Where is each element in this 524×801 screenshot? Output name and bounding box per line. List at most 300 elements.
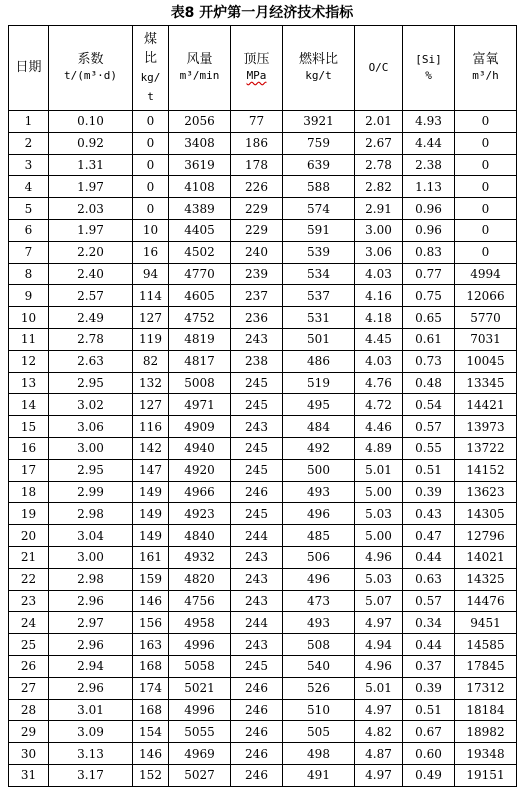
fuel-ratio-cell: 574 [283, 198, 355, 220]
fuel-ratio-cell: 506 [283, 546, 355, 568]
oc-ratio-cell: 5.01 [355, 459, 403, 481]
oxygen-cell: 5770 [455, 307, 517, 329]
top-pressure-cell: 244 [231, 612, 283, 634]
fuel-ratio-cell: 484 [283, 416, 355, 438]
coefficient-cell: 2.78 [49, 328, 133, 350]
coefficient-cell: 0.92 [49, 132, 133, 154]
header-air-volume: 风量 m³/min [169, 26, 231, 111]
fuel-ratio-cell: 492 [283, 437, 355, 459]
top-pressure-cell: 186 [231, 132, 283, 154]
silicon-cell: 0.47 [403, 525, 455, 547]
table-row [9, 241, 517, 263]
coefficient-cell: 3.09 [49, 721, 133, 743]
coal-ratio-cell: 0 [133, 111, 169, 133]
fuel-ratio-cell: 508 [283, 634, 355, 656]
oc-ratio-cell: 2.82 [355, 176, 403, 198]
oc-ratio-cell: 4.03 [355, 263, 403, 285]
coal-ratio-cell: 127 [133, 307, 169, 329]
air-volume-cell: 4770 [169, 263, 231, 285]
coal-ratio-cell: 159 [133, 568, 169, 590]
oc-ratio-cell: 2.01 [355, 111, 403, 133]
technical-indicators-table [8, 25, 517, 787]
air-volume-cell: 4820 [169, 568, 231, 590]
coal-ratio-cell: 149 [133, 525, 169, 547]
oc-ratio-cell: 2.67 [355, 132, 403, 154]
silicon-cell: 0.83 [403, 241, 455, 263]
coal-ratio-cell: 119 [133, 328, 169, 350]
fuel-ratio-cell: 3921 [283, 111, 355, 133]
silicon-cell: 0.48 [403, 372, 455, 394]
air-volume-cell: 4966 [169, 481, 231, 503]
air-volume-cell: 4605 [169, 285, 231, 307]
top-pressure-cell: 245 [231, 372, 283, 394]
silicon-cell: 0.43 [403, 503, 455, 525]
oxygen-cell: 13345 [455, 372, 517, 394]
silicon-cell: 0.37 [403, 655, 455, 677]
top-pressure-cell: 236 [231, 307, 283, 329]
silicon-cell: 0.96 [403, 198, 455, 220]
air-volume-cell: 4756 [169, 590, 231, 612]
day-cell: 10 [9, 307, 49, 329]
fuel-ratio-cell: 519 [283, 372, 355, 394]
top-pressure-cell: 246 [231, 699, 283, 721]
table-row [9, 546, 517, 568]
oxygen-cell: 13973 [455, 416, 517, 438]
top-pressure-cell: 243 [231, 328, 283, 350]
oxygen-cell: 18982 [455, 721, 517, 743]
oc-ratio-cell: 4.45 [355, 328, 403, 350]
coefficient-cell: 2.95 [49, 459, 133, 481]
oxygen-cell: 14021 [455, 546, 517, 568]
day-cell: 26 [9, 655, 49, 677]
oc-ratio-cell: 4.76 [355, 372, 403, 394]
coal-ratio-cell: 146 [133, 590, 169, 612]
fuel-ratio-cell: 491 [283, 764, 355, 786]
fuel-ratio-cell: 639 [283, 154, 355, 176]
top-pressure-cell: 246 [231, 743, 283, 765]
air-volume-cell: 5058 [169, 655, 231, 677]
silicon-cell: 0.73 [403, 350, 455, 372]
day-cell: 4 [9, 176, 49, 198]
day-cell: 13 [9, 372, 49, 394]
air-volume-cell: 5055 [169, 721, 231, 743]
air-volume-cell: 4958 [169, 612, 231, 634]
day-cell: 29 [9, 721, 49, 743]
oc-ratio-cell: 4.16 [355, 285, 403, 307]
fuel-ratio-cell: 588 [283, 176, 355, 198]
table-row [9, 590, 517, 612]
oc-ratio-cell: 5.01 [355, 677, 403, 699]
day-cell: 18 [9, 481, 49, 503]
day-cell: 2 [9, 132, 49, 154]
fuel-ratio-cell: 510 [283, 699, 355, 721]
table-row [9, 307, 517, 329]
silicon-cell: 0.67 [403, 721, 455, 743]
silicon-cell: 0.96 [403, 219, 455, 241]
fuel-ratio-cell: 498 [283, 743, 355, 765]
silicon-cell: 0.51 [403, 699, 455, 721]
table-row [9, 394, 517, 416]
silicon-cell: 0.39 [403, 677, 455, 699]
top-pressure-cell: 244 [231, 525, 283, 547]
day-cell: 22 [9, 568, 49, 590]
oc-ratio-cell: 4.94 [355, 634, 403, 656]
oxygen-cell: 7031 [455, 328, 517, 350]
air-volume-cell: 4817 [169, 350, 231, 372]
fuel-ratio-cell: 496 [283, 503, 355, 525]
coefficient-cell: 3.06 [49, 416, 133, 438]
top-pressure-cell: 229 [231, 219, 283, 241]
top-pressure-cell: 246 [231, 481, 283, 503]
day-cell: 6 [9, 219, 49, 241]
oc-ratio-cell: 4.46 [355, 416, 403, 438]
silicon-cell: 0.39 [403, 481, 455, 503]
day-cell: 8 [9, 263, 49, 285]
table-row [9, 350, 517, 372]
silicon-cell: 0.60 [403, 743, 455, 765]
table-row [9, 568, 517, 590]
oxygen-cell: 13722 [455, 437, 517, 459]
header-oc-ratio: O/C [355, 26, 403, 111]
coal-ratio-cell: 10 [133, 219, 169, 241]
silicon-cell: 0.49 [403, 764, 455, 786]
coefficient-cell: 3.00 [49, 437, 133, 459]
coefficient-cell: 2.97 [49, 612, 133, 634]
air-volume-cell: 4996 [169, 634, 231, 656]
fuel-ratio-cell: 501 [283, 328, 355, 350]
coal-ratio-cell: 116 [133, 416, 169, 438]
coal-ratio-cell: 154 [133, 721, 169, 743]
air-volume-cell: 4940 [169, 437, 231, 459]
coefficient-cell: 3.01 [49, 699, 133, 721]
day-cell: 23 [9, 590, 49, 612]
coal-ratio-cell: 0 [133, 176, 169, 198]
fuel-ratio-cell: 534 [283, 263, 355, 285]
air-volume-cell: 5021 [169, 677, 231, 699]
air-volume-cell: 4840 [169, 525, 231, 547]
header-fuel-ratio: 燃料比 kg/t [283, 26, 355, 111]
oxygen-cell: 14476 [455, 590, 517, 612]
fuel-ratio-cell: 473 [283, 590, 355, 612]
oxygen-cell: 12796 [455, 525, 517, 547]
oxygen-cell: 4994 [455, 263, 517, 285]
oc-ratio-cell: 4.96 [355, 655, 403, 677]
table-row [9, 503, 517, 525]
coal-ratio-cell: 82 [133, 350, 169, 372]
coefficient-cell: 2.98 [49, 568, 133, 590]
coal-ratio-cell: 168 [133, 655, 169, 677]
silicon-cell: 2.38 [403, 154, 455, 176]
top-pressure-cell: 245 [231, 459, 283, 481]
oxygen-cell: 14325 [455, 568, 517, 590]
day-cell: 30 [9, 743, 49, 765]
table-row [9, 198, 517, 220]
top-pressure-cell: 246 [231, 721, 283, 743]
coefficient-cell: 2.96 [49, 634, 133, 656]
coal-ratio-cell: 168 [133, 699, 169, 721]
oc-ratio-cell: 4.03 [355, 350, 403, 372]
table-row [9, 481, 517, 503]
coefficient-cell: 0.10 [49, 111, 133, 133]
coal-ratio-cell: 0 [133, 132, 169, 154]
coal-ratio-cell: 146 [133, 743, 169, 765]
air-volume-cell: 4920 [169, 459, 231, 481]
table-row [9, 437, 517, 459]
top-pressure-cell: 229 [231, 198, 283, 220]
oxygen-cell: 9451 [455, 612, 517, 634]
silicon-cell: 4.44 [403, 132, 455, 154]
silicon-cell: 0.61 [403, 328, 455, 350]
silicon-cell: 0.44 [403, 546, 455, 568]
table-title: 表8 开炉第一月经济技术指标 [170, 5, 354, 21]
fuel-ratio-cell: 591 [283, 219, 355, 241]
day-cell: 24 [9, 612, 49, 634]
oxygen-cell: 19348 [455, 743, 517, 765]
table-row [9, 699, 517, 721]
fuel-ratio-cell: 500 [283, 459, 355, 481]
coal-ratio-cell: 127 [133, 394, 169, 416]
oc-ratio-cell: 5.00 [355, 525, 403, 547]
coefficient-cell: 3.00 [49, 546, 133, 568]
air-volume-cell: 4969 [169, 743, 231, 765]
oc-ratio-cell: 5.03 [355, 568, 403, 590]
air-volume-cell: 4502 [169, 241, 231, 263]
header-day: 日期 [9, 26, 49, 111]
table-row [9, 328, 517, 350]
day-cell: 28 [9, 699, 49, 721]
day-cell: 9 [9, 285, 49, 307]
top-pressure-cell: 226 [231, 176, 283, 198]
air-volume-cell: 4819 [169, 328, 231, 350]
air-volume-cell: 2056 [169, 111, 231, 133]
silicon-cell: 0.51 [403, 459, 455, 481]
table-body [9, 111, 517, 787]
coal-ratio-cell: 163 [133, 634, 169, 656]
oxygen-cell: 19151 [455, 764, 517, 786]
air-volume-cell: 3408 [169, 132, 231, 154]
air-volume-cell: 4909 [169, 416, 231, 438]
coal-ratio-cell: 142 [133, 437, 169, 459]
table-row [9, 764, 517, 786]
top-pressure-cell: 239 [231, 263, 283, 285]
table-row [9, 655, 517, 677]
oxygen-cell: 14152 [455, 459, 517, 481]
header-row [9, 26, 517, 111]
coal-ratio-cell: 0 [133, 154, 169, 176]
coal-ratio-cell: 16 [133, 241, 169, 263]
coal-ratio-cell: 94 [133, 263, 169, 285]
coefficient-cell: 3.04 [49, 525, 133, 547]
coefficient-cell: 2.49 [49, 307, 133, 329]
silicon-cell: 0.77 [403, 263, 455, 285]
table-row [9, 263, 517, 285]
table-row [9, 634, 517, 656]
top-pressure-cell: 243 [231, 590, 283, 612]
fuel-ratio-cell: 505 [283, 721, 355, 743]
table-row [9, 525, 517, 547]
oxygen-cell: 14305 [455, 503, 517, 525]
coefficient-cell: 3.02 [49, 394, 133, 416]
air-volume-cell: 3619 [169, 154, 231, 176]
day-cell: 5 [9, 198, 49, 220]
table-row [9, 743, 517, 765]
silicon-cell: 0.55 [403, 437, 455, 459]
coefficient-cell: 2.94 [49, 655, 133, 677]
fuel-ratio-cell: 495 [283, 394, 355, 416]
top-pressure-cell: 243 [231, 634, 283, 656]
top-pressure-cell: 245 [231, 503, 283, 525]
oc-ratio-cell: 2.78 [355, 154, 403, 176]
oxygen-cell: 17845 [455, 655, 517, 677]
fuel-ratio-cell: 537 [283, 285, 355, 307]
silicon-cell: 0.75 [403, 285, 455, 307]
top-pressure-cell: 243 [231, 568, 283, 590]
oc-ratio-cell: 5.03 [355, 503, 403, 525]
table-row [9, 677, 517, 699]
coal-ratio-cell: 147 [133, 459, 169, 481]
header-silicon: [Si] % [403, 26, 455, 111]
table-row [9, 154, 517, 176]
oc-ratio-cell: 4.87 [355, 743, 403, 765]
top-pressure-cell: 246 [231, 677, 283, 699]
silicon-cell: 0.44 [403, 634, 455, 656]
silicon-cell: 0.65 [403, 307, 455, 329]
day-cell: 20 [9, 525, 49, 547]
oc-ratio-cell: 2.91 [355, 198, 403, 220]
day-cell: 12 [9, 350, 49, 372]
day-cell: 21 [9, 546, 49, 568]
air-volume-cell: 4923 [169, 503, 231, 525]
air-volume-cell: 4932 [169, 546, 231, 568]
oxygen-cell: 10045 [455, 350, 517, 372]
coal-ratio-cell: 0 [133, 198, 169, 220]
oxygen-cell: 14421 [455, 394, 517, 416]
header-oxygen-enrichment: 富氧 m³/h [455, 26, 517, 111]
top-pressure-cell: 245 [231, 437, 283, 459]
oxygen-cell: 0 [455, 176, 517, 198]
coefficient-cell: 2.98 [49, 503, 133, 525]
top-pressure-cell: 245 [231, 394, 283, 416]
table-row [9, 132, 517, 154]
top-pressure-cell: 238 [231, 350, 283, 372]
oc-ratio-cell: 4.82 [355, 721, 403, 743]
table-row [9, 176, 517, 198]
oc-ratio-cell: 5.07 [355, 590, 403, 612]
oxygen-cell: 13623 [455, 481, 517, 503]
coal-ratio-cell: 161 [133, 546, 169, 568]
oc-ratio-cell: 3.00 [355, 219, 403, 241]
oxygen-cell: 0 [455, 132, 517, 154]
air-volume-cell: 4996 [169, 699, 231, 721]
fuel-ratio-cell: 493 [283, 612, 355, 634]
oxygen-cell: 0 [455, 219, 517, 241]
day-cell: 17 [9, 459, 49, 481]
table-row [9, 372, 517, 394]
oc-ratio-cell: 4.18 [355, 307, 403, 329]
table-row [9, 721, 517, 743]
silicon-cell: 0.57 [403, 416, 455, 438]
oxygen-cell: 17312 [455, 677, 517, 699]
coefficient-cell: 2.96 [49, 677, 133, 699]
coefficient-cell: 2.03 [49, 198, 133, 220]
oc-ratio-cell: 4.72 [355, 394, 403, 416]
coal-ratio-cell: 156 [133, 612, 169, 634]
silicon-cell: 1.13 [403, 176, 455, 198]
silicon-cell: 0.63 [403, 568, 455, 590]
top-pressure-cell: 245 [231, 655, 283, 677]
coefficient-cell: 3.17 [49, 764, 133, 786]
silicon-cell: 0.34 [403, 612, 455, 634]
oc-ratio-cell: 4.97 [355, 612, 403, 634]
day-cell: 27 [9, 677, 49, 699]
fuel-ratio-cell: 531 [283, 307, 355, 329]
coefficient-cell: 2.57 [49, 285, 133, 307]
coefficient-cell: 2.99 [49, 481, 133, 503]
oc-ratio-cell: 4.97 [355, 764, 403, 786]
oc-ratio-cell: 4.96 [355, 546, 403, 568]
table-row [9, 612, 517, 634]
oxygen-cell: 0 [455, 111, 517, 133]
day-cell: 7 [9, 241, 49, 263]
table-row [9, 285, 517, 307]
oc-ratio-cell: 3.06 [355, 241, 403, 263]
day-cell: 31 [9, 764, 49, 786]
fuel-ratio-cell: 493 [283, 481, 355, 503]
coal-ratio-cell: 152 [133, 764, 169, 786]
table-row [9, 459, 517, 481]
day-cell: 11 [9, 328, 49, 350]
coefficient-cell: 2.95 [49, 372, 133, 394]
fuel-ratio-cell: 539 [283, 241, 355, 263]
table-row [9, 219, 517, 241]
header-top-pressure: 顶压 MPa [231, 26, 283, 111]
oxygen-cell: 18184 [455, 699, 517, 721]
air-volume-cell: 4971 [169, 394, 231, 416]
header-coal-ratio: 煤 比 kg/ t [133, 26, 169, 111]
day-cell: 25 [9, 634, 49, 656]
coefficient-cell: 3.13 [49, 743, 133, 765]
coefficient-cell: 1.97 [49, 219, 133, 241]
air-volume-cell: 5008 [169, 372, 231, 394]
fuel-ratio-cell: 496 [283, 568, 355, 590]
oxygen-cell: 0 [455, 241, 517, 263]
oc-ratio-cell: 5.00 [355, 481, 403, 503]
fuel-ratio-cell: 759 [283, 132, 355, 154]
oxygen-cell: 14585 [455, 634, 517, 656]
top-pressure-cell: 243 [231, 416, 283, 438]
header-coefficient: 系数 t/(m³·d) [49, 26, 133, 111]
silicon-cell: 0.54 [403, 394, 455, 416]
top-pressure-cell: 246 [231, 764, 283, 786]
table-row [9, 111, 517, 133]
oc-ratio-cell: 4.97 [355, 699, 403, 721]
oxygen-cell: 12066 [455, 285, 517, 307]
coefficient-cell: 1.31 [49, 154, 133, 176]
oc-ratio-cell: 4.89 [355, 437, 403, 459]
air-volume-cell: 4405 [169, 219, 231, 241]
day-cell: 14 [9, 394, 49, 416]
air-volume-cell: 4108 [169, 176, 231, 198]
top-pressure-cell: 240 [231, 241, 283, 263]
air-volume-cell: 5027 [169, 764, 231, 786]
fuel-ratio-cell: 540 [283, 655, 355, 677]
coal-ratio-cell: 132 [133, 372, 169, 394]
day-cell: 1 [9, 111, 49, 133]
day-cell: 3 [9, 154, 49, 176]
coal-ratio-cell: 149 [133, 503, 169, 525]
day-cell: 19 [9, 503, 49, 525]
oxygen-cell: 0 [455, 198, 517, 220]
